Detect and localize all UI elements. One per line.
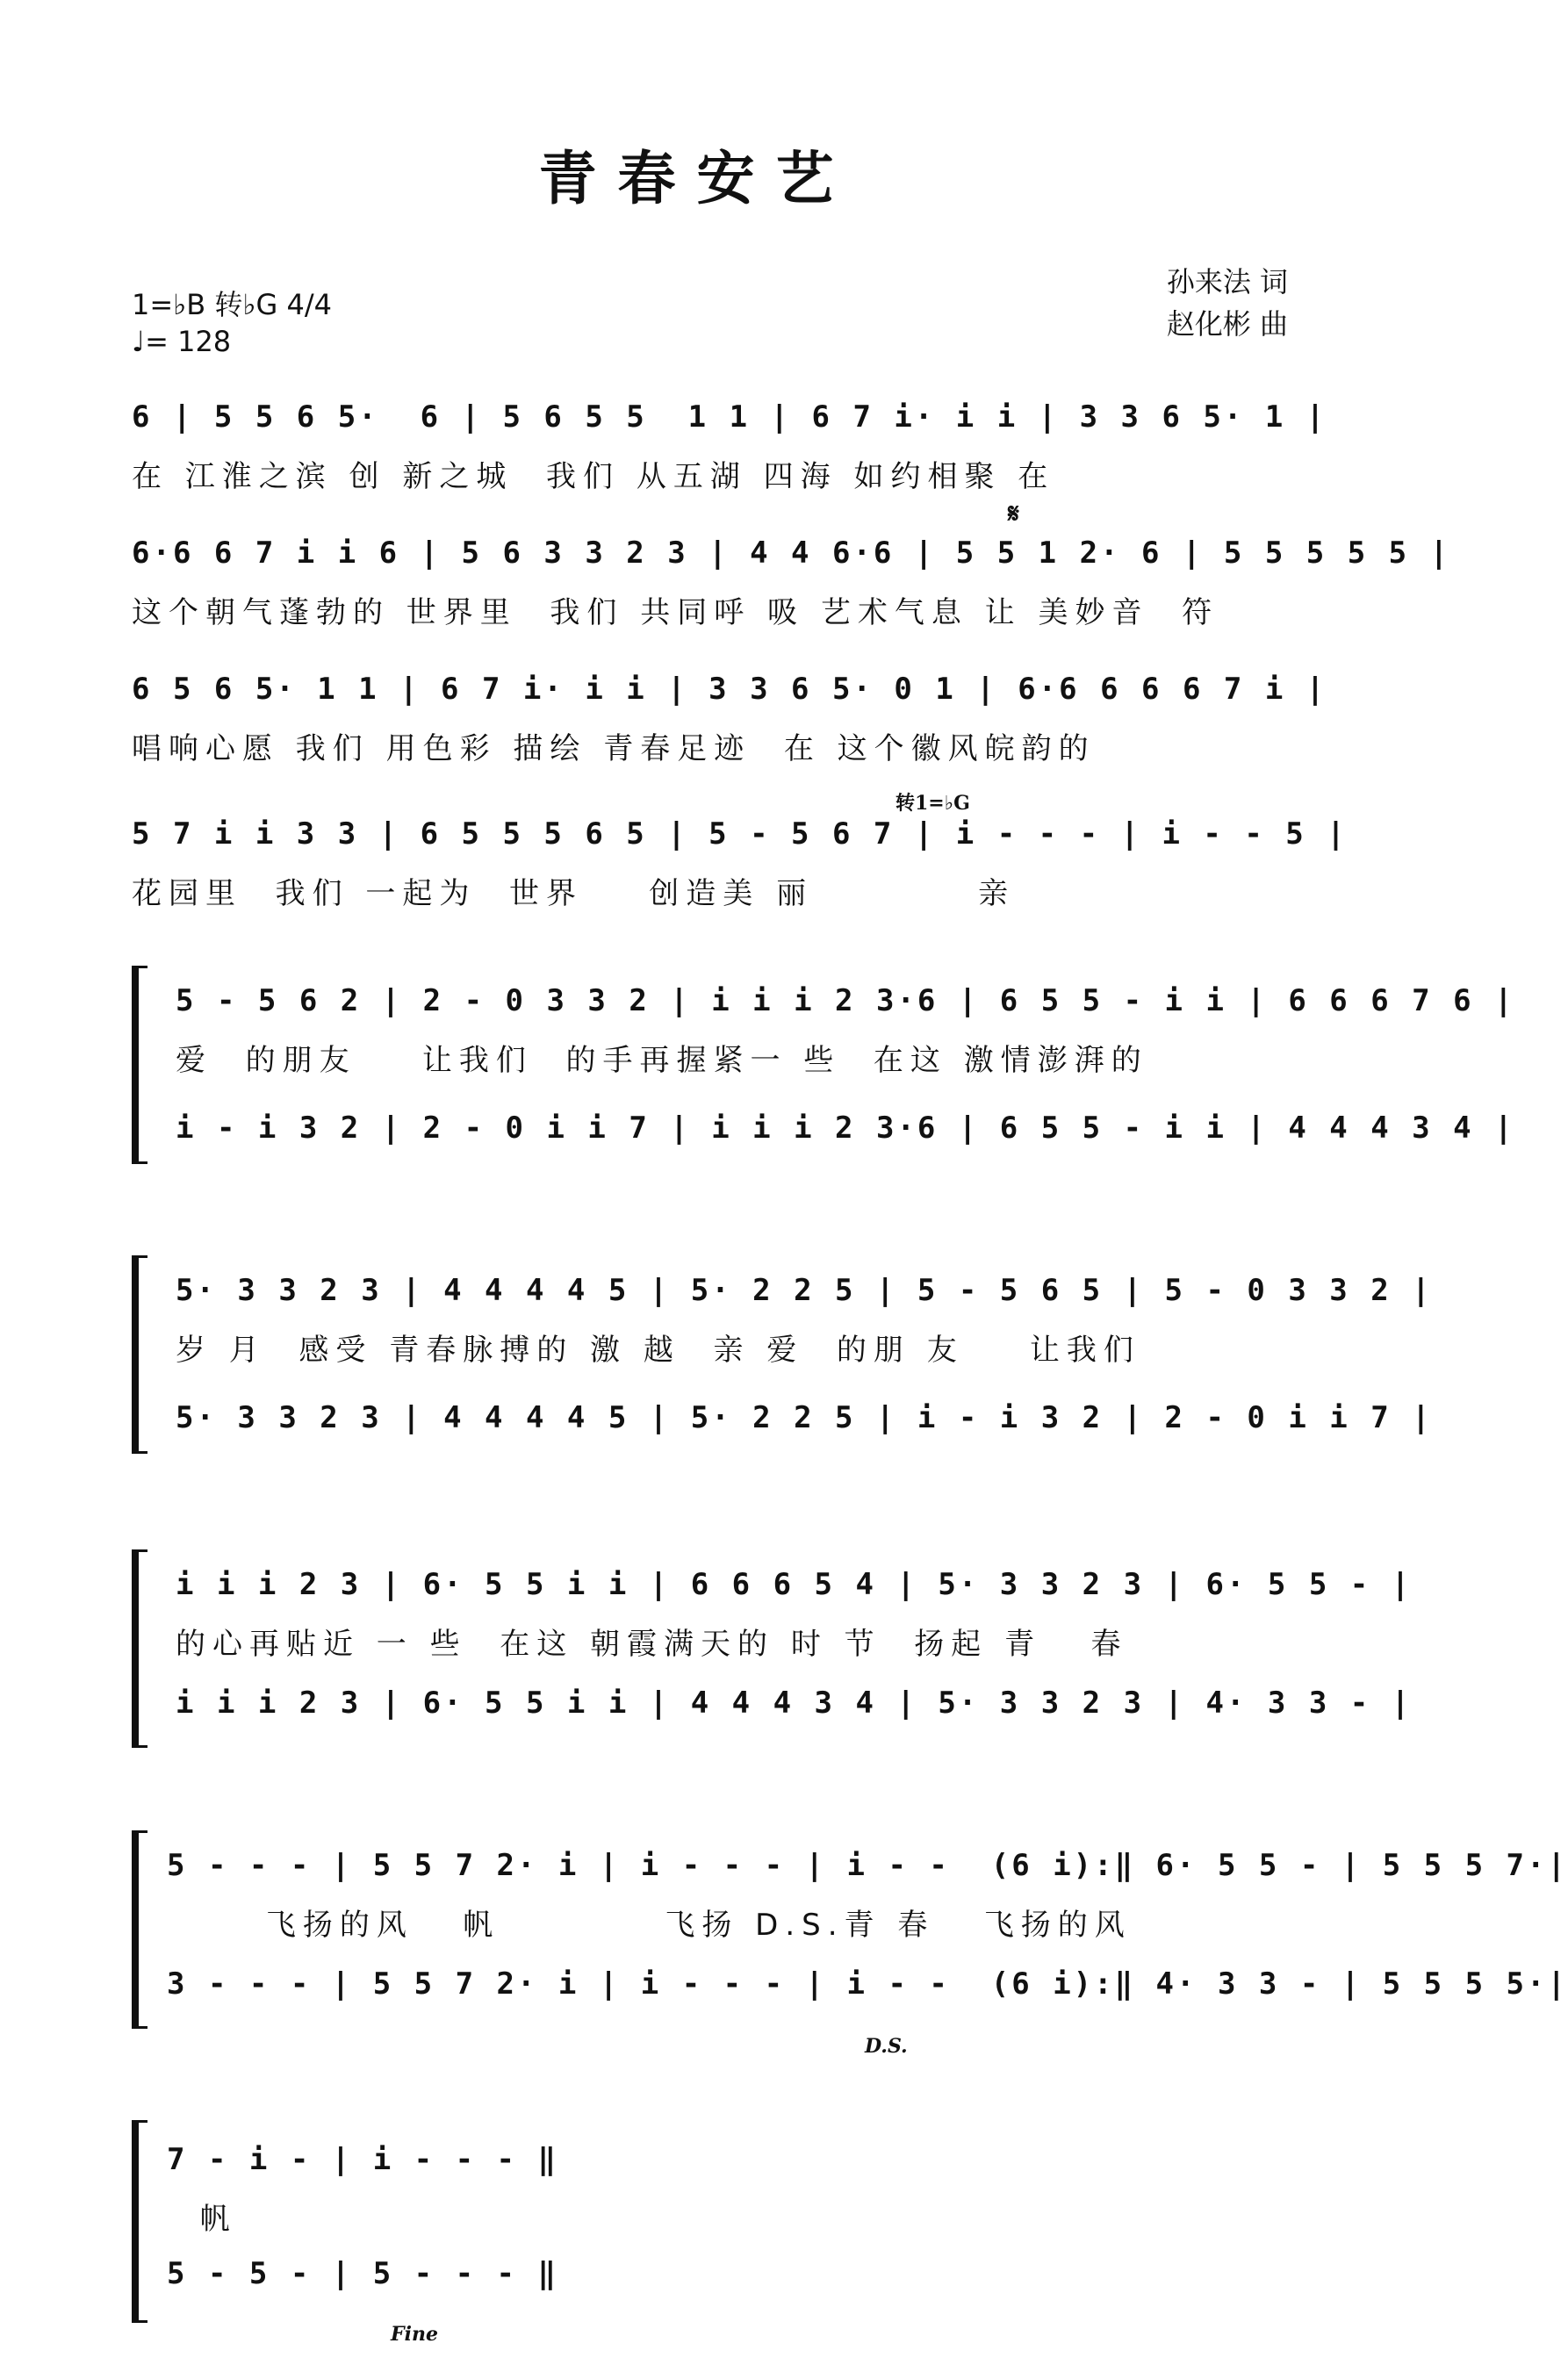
key-signature: 1=♭B 转♭G 4/4	[132, 288, 332, 321]
system-bracket	[132, 2120, 147, 2323]
fine-label: Fine	[391, 2323, 438, 2346]
notes-line: 5 - - - | 5 5 7 2· i | i - - - | i - - (6 i):‖ 6· 5 5 - | 5 5 5 7·|	[167, 1848, 1568, 1883]
staff-row-12	[167, 1966, 1568, 2019]
modulation-label: 转1=♭G	[895, 792, 970, 815]
notes-line: 5· 3 3 2 3 | 4 4 4 4 5 | 5· 2 2 5 | 5 - 5 6 5 | 5 - 0 3 3 2 |	[176, 1273, 1433, 1308]
staff-row-4	[132, 816, 1348, 912]
staff-row-8	[176, 1400, 1433, 1453]
system-bracket	[132, 1830, 147, 2029]
segno-icon: 𝄋	[1008, 499, 1019, 529]
staff-row-2	[132, 536, 1451, 631]
staff-row-14	[167, 2256, 1334, 2309]
notes-line: 3 - - - | 5 5 7 2· i | i - - - | i - - (6 i):‖ 4· 3 3 - | 5 5 5 5·|	[167, 1966, 1568, 2002]
staff-row-7	[176, 1273, 1433, 1369]
notes-line: i - i 3 2 | 2 - 0 i i 7 | i i i 2 3·6 | 6 5 5 - i i | 4 4 4 3 4 |	[176, 1111, 1515, 1146]
lyricist-credit: 孙来法 词	[1166, 265, 1288, 298]
notes-line: 7 - i - | i - - - ‖	[167, 2142, 558, 2177]
lyrics-line: 帆	[167, 2202, 237, 2237]
notes-line: 5 - 5 - | 5 - - - ‖	[167, 2256, 558, 2291]
notes-line: 5· 3 3 2 3 | 4 4 4 4 5 | 5· 2 2 5 | i - i 3 2 | 2 - 0 i i 7 |	[176, 1400, 1433, 1435]
notes-line: 5 7 i i 3 3 | 6 5 5 5 6 5 | 5 - 5 6 7 | i - - - | i - - 5 |	[132, 816, 1348, 852]
staff-row-13	[167, 2142, 1334, 2238]
staff-row-5	[176, 983, 1515, 1079]
composer-credit: 赵化彬 曲	[1166, 307, 1288, 341]
notes-line: 6 | 5 5 6 5· 6 | 5 6 5 5 1 1 | 6 7 i· i i | 3 3 6 5· 1 |	[132, 399, 1327, 435]
staff-row-10	[176, 1686, 1413, 1738]
staff-row-11	[167, 1848, 1568, 1944]
notes-line: 5 - 5 6 2 | 2 - 0 3 3 2 | i i i 2 3·6 | 6 5 5 - i i | 6 6 6 7 6 |	[176, 983, 1515, 1018]
page-title: 青春安艺	[538, 144, 855, 212]
lyrics-line: 这个朝气蓬勃的 世界里 我们 共同呼 吸 艺术气息 让 美妙音 符	[132, 595, 1219, 630]
lyrics-line: 唱响心愿 我们 用色彩 描绘 青春足迹 在 这个徽风皖韵的	[132, 731, 1096, 766]
system-bracket	[132, 1549, 147, 1748]
lyrics-line: 的心再贴近 一 些 在这 朝霞满天的 时 节 扬起 青 春	[176, 1627, 1128, 1662]
staff-row-6	[176, 1111, 1515, 1163]
lyrics-line: 在 江淮之滨 创 新之城 我们 从五湖 四海 如约相聚 在	[132, 459, 1055, 494]
staff-row-3	[132, 672, 1327, 767]
tempo-marking: ♩= 128	[132, 325, 232, 358]
staff-row-1	[132, 399, 1327, 495]
notes-line: 6·6 6 7 i i 6 | 5 6 3 3 2 3 | 4 4 6·6 | 5 5 1 2· 6 | 5 5 5 5 5 |	[132, 536, 1451, 571]
notes-line: i i i 2 3 | 6· 5 5 i i | 4 4 4 3 4 | 5· 3 3 2 3 | 4· 3 3 - |	[176, 1686, 1413, 1721]
ds-label: D.S.	[865, 2035, 908, 2058]
system-bracket	[132, 966, 147, 1164]
lyrics-line: 飞扬的风 帆 飞扬 D.S.青 春 飞扬的风	[167, 1908, 1132, 1943]
lyrics-line: 爱 的朋友 让我们 的手再握紧一 些 在这 激情澎湃的	[176, 1043, 1148, 1078]
lyrics-line: 花园里 我们 一起为 世界 创造美 丽 亲	[132, 876, 1016, 911]
lyrics-line: 岁 月 感受 青春脉搏的 激 越 亲 爱 的朋 友 让我们	[176, 1333, 1140, 1368]
system-bracket	[132, 1255, 147, 1454]
notes-line: i i i 2 3 | 6· 5 5 i i | 6 6 6 5 4 | 5· 3 3 2 3 | 6· 5 5 - |	[176, 1567, 1413, 1602]
staff-row-9	[176, 1567, 1413, 1663]
notes-line: 6 5 6 5· 1 1 | 6 7 i· i i | 3 3 6 5· 0 1 | 6·6 6 6 6 7 i |	[132, 672, 1327, 707]
